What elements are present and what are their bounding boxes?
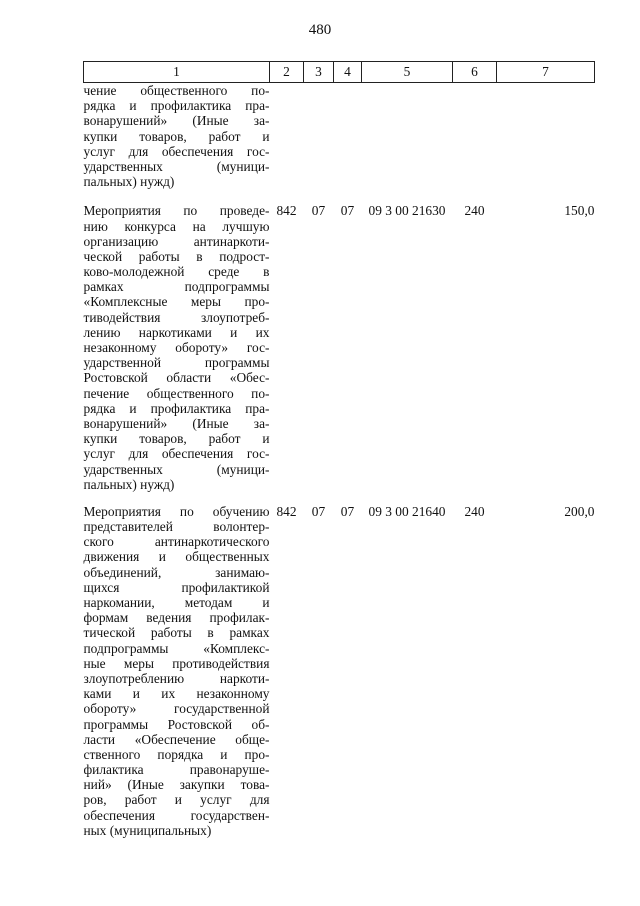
description-line: рядка и профилактика пра-: [83, 400, 270, 416]
description-line: ний» (Иные закупки това-: [83, 777, 270, 793]
description-line: тической работы в рамках: [83, 625, 270, 641]
description-line: программы Ростовской об-: [83, 716, 270, 732]
subsection-code: 07: [340, 203, 355, 219]
description-line: щихся профилактикой: [83, 579, 270, 595]
target-article-code: 09 3 00 21640: [368, 503, 446, 519]
description-line: ударственных (муници-: [83, 158, 270, 174]
description-line: услуг для обеспечения гос-: [83, 143, 270, 159]
row-description: [84, 203, 270, 504]
description-line: незаконному обороту» гос-: [83, 340, 270, 355]
description-line: чение общественного по-: [83, 83, 270, 98]
description-line: услуг для обеспечения гос-: [83, 446, 270, 462]
description-line: лению наркотиками и их: [83, 324, 270, 340]
description-line: ково-молодежной среде в: [83, 264, 270, 280]
amount-value: 200,0: [564, 503, 595, 519]
description-line: вонарушений» (Иные за-: [83, 415, 270, 431]
description-line: злоупотреблению наркоти-: [83, 670, 270, 686]
description-line: пальных) нужд): [83, 174, 175, 190]
description-line: вонарушений» (Иные за-: [83, 113, 270, 129]
column-header-3: 3: [304, 62, 334, 83]
description-line: организацию антинаркоти-: [83, 233, 270, 249]
description-line: ками и их незаконному: [83, 686, 270, 702]
column-header-7: 7: [497, 62, 595, 83]
description-line: ров, работ и услуг для: [83, 792, 270, 808]
description-line: пальных) нужд): [83, 476, 175, 492]
table-body: [84, 83, 595, 851]
description-line: «Комплексные меры про-: [83, 294, 270, 310]
description-line: обеспечения государствен-: [83, 807, 270, 823]
row-description: [84, 83, 270, 204]
ministry-code: [270, 83, 304, 204]
budget-table: [83, 61, 595, 850]
table-header-row: [84, 62, 595, 83]
table-row: [84, 504, 595, 850]
target-article-code: [362, 83, 453, 204]
description-line: купки товаров, работ и: [83, 128, 270, 144]
description-line: обороту» государственной: [83, 701, 270, 717]
description-line: купки товаров, работ и: [83, 431, 270, 447]
description-line: печение общественного по-: [83, 385, 270, 401]
description-line: Мероприятия по проведе-: [83, 203, 270, 219]
description-line: тиводействия злоупотреб-: [83, 309, 270, 325]
description-line: ударственной программы: [83, 355, 270, 371]
section-code: 07: [311, 503, 326, 519]
description-line: Ростовской области «Обес-: [83, 370, 270, 386]
page-number: 480: [308, 22, 332, 38]
description-line: филактика правонаруше-: [83, 762, 270, 778]
subsection-code: [334, 83, 362, 204]
description-line: представителей волонтер-: [83, 519, 270, 535]
expense-type-code: 240: [464, 203, 485, 219]
amount-value: [497, 83, 595, 204]
description-line: ческой работы в подрост-: [83, 248, 270, 264]
description-line: рамках подпрограммы: [83, 279, 270, 295]
description-line: Мероприятия по обучению: [83, 503, 270, 519]
subsection-code: 07: [340, 503, 355, 519]
description-line: движения и общественных: [83, 549, 270, 565]
description-line: рядка и профилактика пра-: [83, 98, 270, 114]
target-article-code: 09 3 00 21630: [368, 203, 446, 219]
row-description: [84, 504, 270, 850]
column-header-6: 6: [453, 62, 497, 83]
description-line: нию конкурса на лучшую: [83, 218, 270, 234]
description-line: ственного порядка и про-: [83, 746, 270, 762]
table-row: [84, 83, 595, 204]
column-header-4: 4: [334, 62, 362, 83]
column-header-2: 2: [270, 62, 304, 83]
amount-value: 150,0: [564, 203, 595, 219]
expense-type-code: 240: [464, 503, 485, 519]
ministry-code: 842: [276, 503, 297, 519]
section-code: [304, 83, 334, 204]
description-line: ные меры противодействия: [83, 655, 270, 671]
description-line: ласти «Обеспечение обще-: [83, 731, 270, 747]
section-code: 07: [311, 203, 326, 219]
description-line: наркомании, методам и: [83, 595, 270, 610]
description-line: формам ведения профилак-: [83, 610, 270, 626]
column-header-1: 1: [84, 62, 270, 83]
description-line: объединений, занимаю-: [83, 564, 270, 580]
description-line: ударственных (муници-: [83, 461, 270, 477]
expense-type-code: [453, 83, 497, 204]
description-line: подпрограммы «Комплекс-: [83, 640, 270, 656]
column-header-5: 5: [362, 62, 453, 83]
ministry-code: 842: [276, 203, 297, 219]
description-line: ных (муниципальных): [83, 822, 212, 838]
table-row: [84, 203, 595, 504]
description-line: ского антинаркотического: [83, 534, 270, 550]
